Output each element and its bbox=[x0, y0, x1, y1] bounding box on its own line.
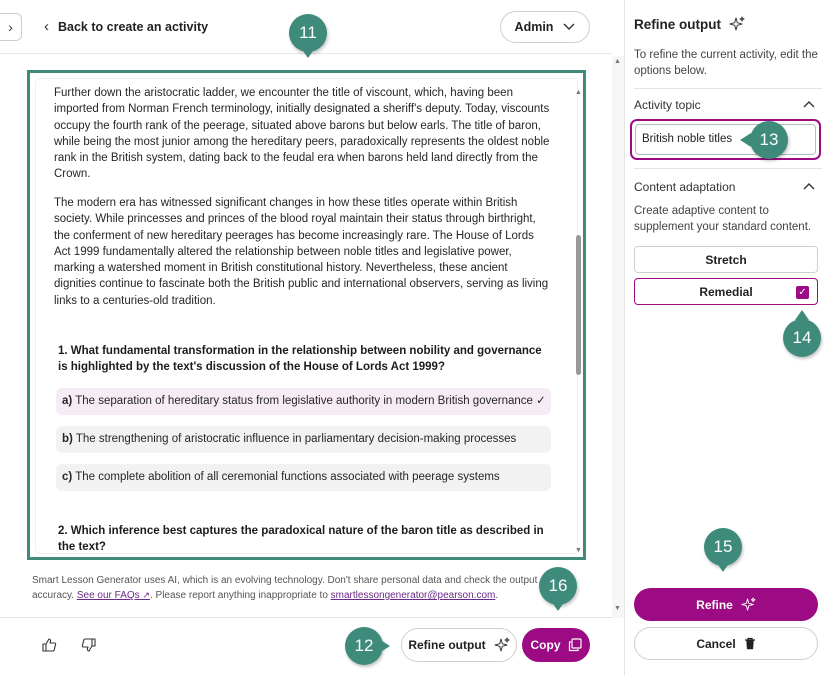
option-letter: c) bbox=[62, 471, 73, 483]
copy-icon bbox=[568, 638, 582, 652]
paragraph: The modern era has witnessed significant changes in how these titles operate within British society. While princesses and princes of the blood royal maintain their status through birthright, the conferment of new hereditary peerages has become increasingly rare. The House of Lords Act 1999 fundamentally altered the relationship between noble titles and legislative power, marking a watershed moment in British constitutional history. Nevertheless, these ancient dignities continue to fascinate both the British public and international observers, serving as living links to a centuries-old tradition. bbox=[54, 197, 549, 307]
refine-output-button[interactable] bbox=[401, 628, 517, 662]
activity-content-frame bbox=[27, 70, 586, 560]
cancel-label: Cancel bbox=[696, 636, 736, 651]
panel-title bbox=[634, 16, 745, 32]
admin-dropdown[interactable] bbox=[500, 11, 590, 43]
adaptation-description: Create adaptive content to supplement your standard content. bbox=[634, 205, 812, 233]
paragraph: Further down the aristocratic ladder, we encounter the title of viscount, which, having been imported from Norman French terminology, initially designated a sheriff's deputy. Today, viscounts occupy the fourth rank of the peerage, situated above barons but below earls. The title of baron, while being the most junior among the hereditary peers, paradoxically represents the oldest noble rank in the British system, dating back to the feudal era when barons held land directly from the Crown. bbox=[54, 87, 550, 181]
faq-link[interactable] bbox=[77, 590, 150, 601]
activity-topic-heading[interactable]: Activity topic bbox=[634, 98, 701, 112]
callout-marker-16: 16 bbox=[539, 567, 577, 605]
option-text: The strengthening of aristocratic influence in parliamentary decision-making processes bbox=[75, 433, 517, 445]
disclaimer-text: Smart Lesson Generator uses AI, which is an evolving technology. Don't share personal data and check the output accuracy. bbox=[32, 575, 538, 601]
chevron-up-icon[interactable] bbox=[803, 178, 815, 193]
page-scroll-down-icon[interactable]: ▼ bbox=[614, 605, 621, 612]
section-divider bbox=[634, 88, 822, 89]
chevron-left-icon: ‹ bbox=[44, 18, 49, 35]
chevron-down-icon bbox=[563, 23, 575, 31]
remedial-label: Remedial bbox=[699, 284, 753, 299]
thumbs-up-button[interactable] bbox=[40, 636, 58, 654]
callout-marker-11: 11 bbox=[289, 14, 327, 52]
content-adaptation-heading[interactable]: Content adaptation bbox=[634, 180, 736, 194]
option-text: The complete abolition of all ceremonial functions associated with peerage systems bbox=[75, 471, 500, 483]
email-link[interactable]: smartlessongenerator@pearson.com bbox=[330, 590, 496, 601]
back-link[interactable] bbox=[44, 18, 208, 35]
refine-button[interactable] bbox=[634, 588, 818, 621]
answer-option-b[interactable] bbox=[56, 426, 551, 453]
activity-topic-value[interactable]: British noble titles bbox=[635, 124, 816, 155]
sparkle-icon bbox=[494, 637, 510, 653]
option-letter: b) bbox=[62, 433, 73, 445]
footer-divider bbox=[0, 617, 612, 618]
sparkle-icon bbox=[729, 16, 745, 32]
callout-marker-13: 13 bbox=[750, 121, 788, 159]
scroll-down-icon[interactable]: ▼ bbox=[575, 547, 582, 554]
copy-button[interactable] bbox=[522, 628, 590, 662]
chevron-right-icon: › bbox=[8, 19, 13, 35]
disclaimer-text: . Please report anything inappropriate to bbox=[149, 590, 328, 601]
ai-disclaimer bbox=[32, 574, 552, 603]
callout-marker-15: 15 bbox=[704, 528, 742, 566]
callout-marker-14: 14 bbox=[783, 319, 821, 357]
thumbs-up-icon bbox=[41, 637, 57, 653]
content-scrollbar[interactable] bbox=[574, 85, 583, 559]
answer-option-a[interactable] bbox=[56, 388, 551, 415]
thumbs-down-button[interactable] bbox=[80, 636, 98, 654]
callout-marker-12: 12 bbox=[345, 627, 383, 665]
admin-label: Admin bbox=[514, 20, 554, 34]
stretch-option[interactable] bbox=[634, 246, 818, 273]
section-divider bbox=[634, 168, 822, 169]
faq-link-label: See our FAQs bbox=[76, 590, 140, 601]
option-text: The separation of hereditary status from legislative authority in modern British governance ✓ bbox=[75, 395, 546, 407]
question-1: 1. What fundamental transformation in the relationship between nobility and governance is highlighted by the text's discussion of the House of Lords Act 1999? bbox=[58, 345, 542, 374]
panel-title-label: Refine output bbox=[634, 16, 721, 32]
copy-label: Copy bbox=[530, 638, 561, 652]
panel-description: To refine the current activity, edit the options below. bbox=[634, 49, 818, 77]
activity-topic-input[interactable] bbox=[630, 119, 821, 160]
expand-sidebar-button[interactable] bbox=[0, 13, 22, 41]
question-2: 2. Which inference best captures the paradoxical nature of the baron title as described in the text? bbox=[58, 525, 544, 554]
activity-content[interactable] bbox=[36, 79, 582, 554]
scroll-thumb[interactable] bbox=[576, 235, 581, 375]
cancel-button[interactable] bbox=[634, 627, 818, 660]
thumbs-down-icon bbox=[81, 637, 97, 653]
external-link-icon: ↗ bbox=[142, 590, 150, 600]
answer-option-c[interactable] bbox=[56, 464, 551, 491]
page-scroll-up-icon[interactable]: ▲ bbox=[614, 58, 621, 65]
trash-icon bbox=[744, 637, 756, 650]
refine-output-label: Refine output bbox=[408, 638, 486, 652]
chevron-up-icon[interactable] bbox=[803, 96, 815, 111]
page-scrollbar-track[interactable] bbox=[612, 56, 624, 618]
stretch-label: Stretch bbox=[705, 252, 747, 267]
option-letter: a) bbox=[62, 395, 73, 407]
refine-label: Refine bbox=[696, 597, 733, 612]
disclaimer-text: . bbox=[495, 590, 499, 601]
back-link-label: Back to create an activity bbox=[58, 19, 209, 34]
remedial-option[interactable] bbox=[634, 278, 818, 305]
remedial-checkbox[interactable]: ✓ bbox=[796, 286, 809, 299]
sparkle-icon bbox=[741, 597, 756, 612]
scroll-up-icon[interactable]: ▲ bbox=[575, 89, 582, 96]
